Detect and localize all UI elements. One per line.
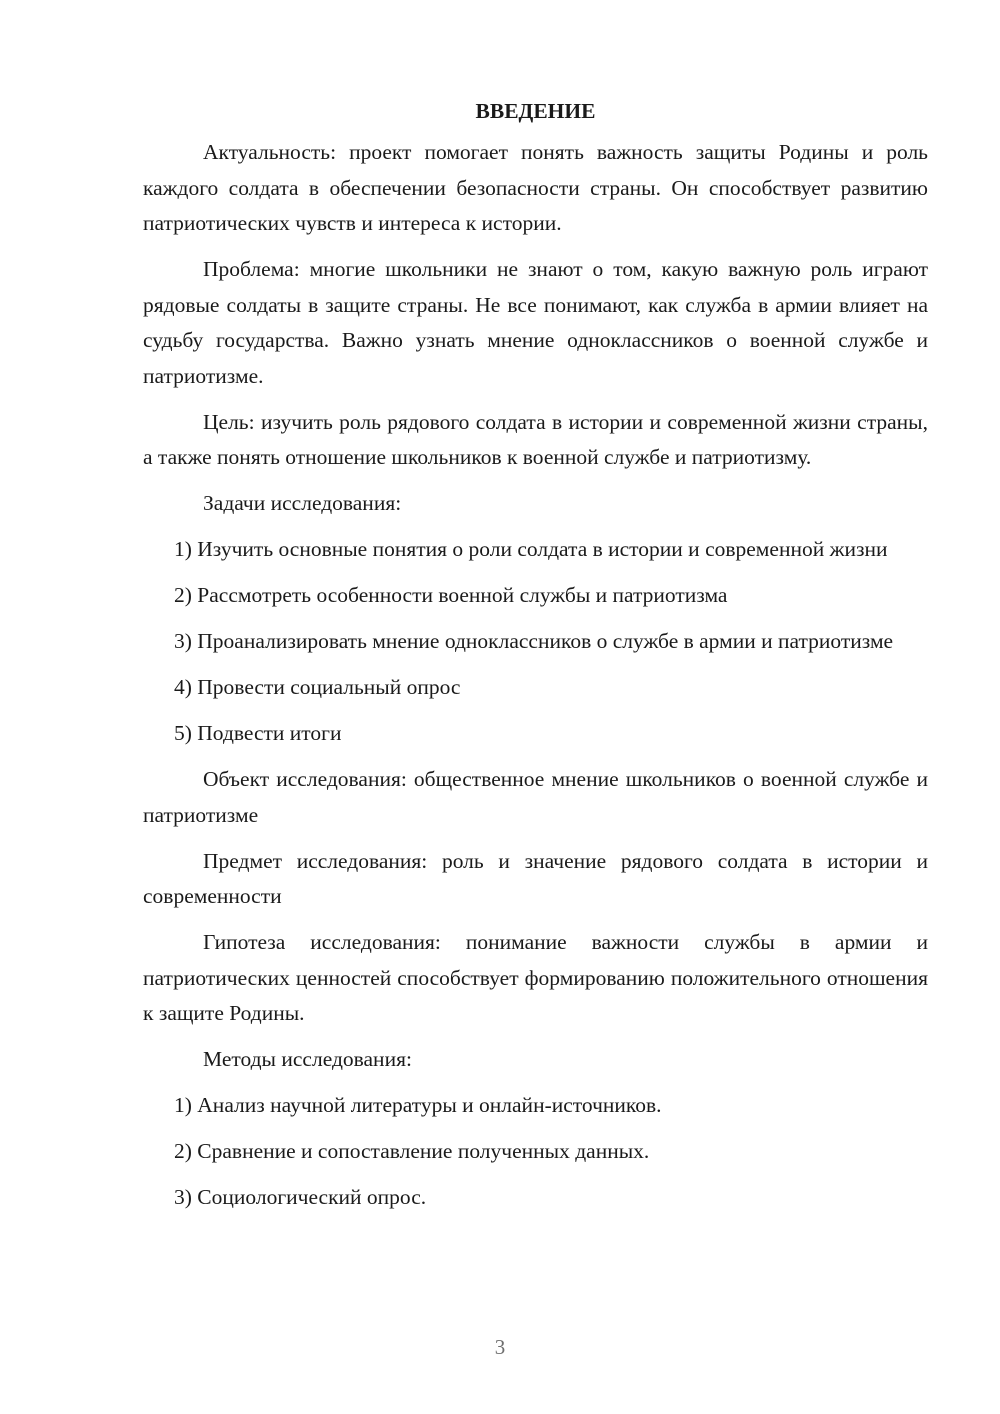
paragraph-object: Объект исследования: общественное мнение школьников о военной службе и патриотизме — [143, 767, 928, 827]
page-body — [143, 96, 928, 1226]
task-item-4: 4) Провести социальный опрос — [174, 675, 461, 699]
task-item-2: 2) Рассмотреть особенности военной службы и патриотизма — [174, 583, 728, 607]
method-item-2: 2) Сравнение и сопоставление полученных данных. — [174, 1139, 650, 1163]
task-item-1: 1) Изучить основные понятия о роли солдата в истории и современной жизни — [174, 537, 888, 561]
method-item-3: 3) Социологический опрос. — [174, 1185, 427, 1209]
paragraph-methods-heading: Методы исследования: — [203, 1047, 412, 1071]
task-item-5: 5) Подвести итоги — [174, 721, 342, 745]
section-title: ВВЕДЕНИЕ — [475, 99, 596, 123]
paragraph-subject: Предмет исследования: роль и значение рядового солдата в истории и современности — [143, 848, 928, 908]
paragraph-tasks-heading: Задачи исследования: — [203, 491, 402, 515]
paragraph-problem: Проблема: многие школьники не знают о том, какую важную роль играют рядовые солдаты в защите страны. Не все понимают, как служба в армии влияет на судьбу государства. Важно узнать мнение одноклассников о военной службе и патриотизме. — [143, 257, 928, 388]
paragraph-relevance: Актуальность: проект помогает понять важность защиты Родины и роль каждого солдата в обеспечении безопасности страны. Он способствует развитию патриотических чувств и интереса к истории. — [143, 140, 928, 235]
page-number: 3 — [494, 1335, 506, 1359]
paragraph-goal: Цель: изучить роль рядового солдата в истории и современной жизни страны, а также понять отношение школьников к военной службе и патриотизму. — [143, 409, 928, 469]
paragraph-hypothesis: Гипотеза исследования: понимание важности службы в армии и патриотических ценностей способствует формированию положительного отношения к защите Родины. — [143, 930, 928, 1025]
task-item-3: 3) Проанализировать мнение одноклассников о службе в армии и патриотизме — [174, 629, 894, 653]
method-item-1: 1) Анализ научной литературы и онлайн-источников. — [174, 1093, 662, 1117]
